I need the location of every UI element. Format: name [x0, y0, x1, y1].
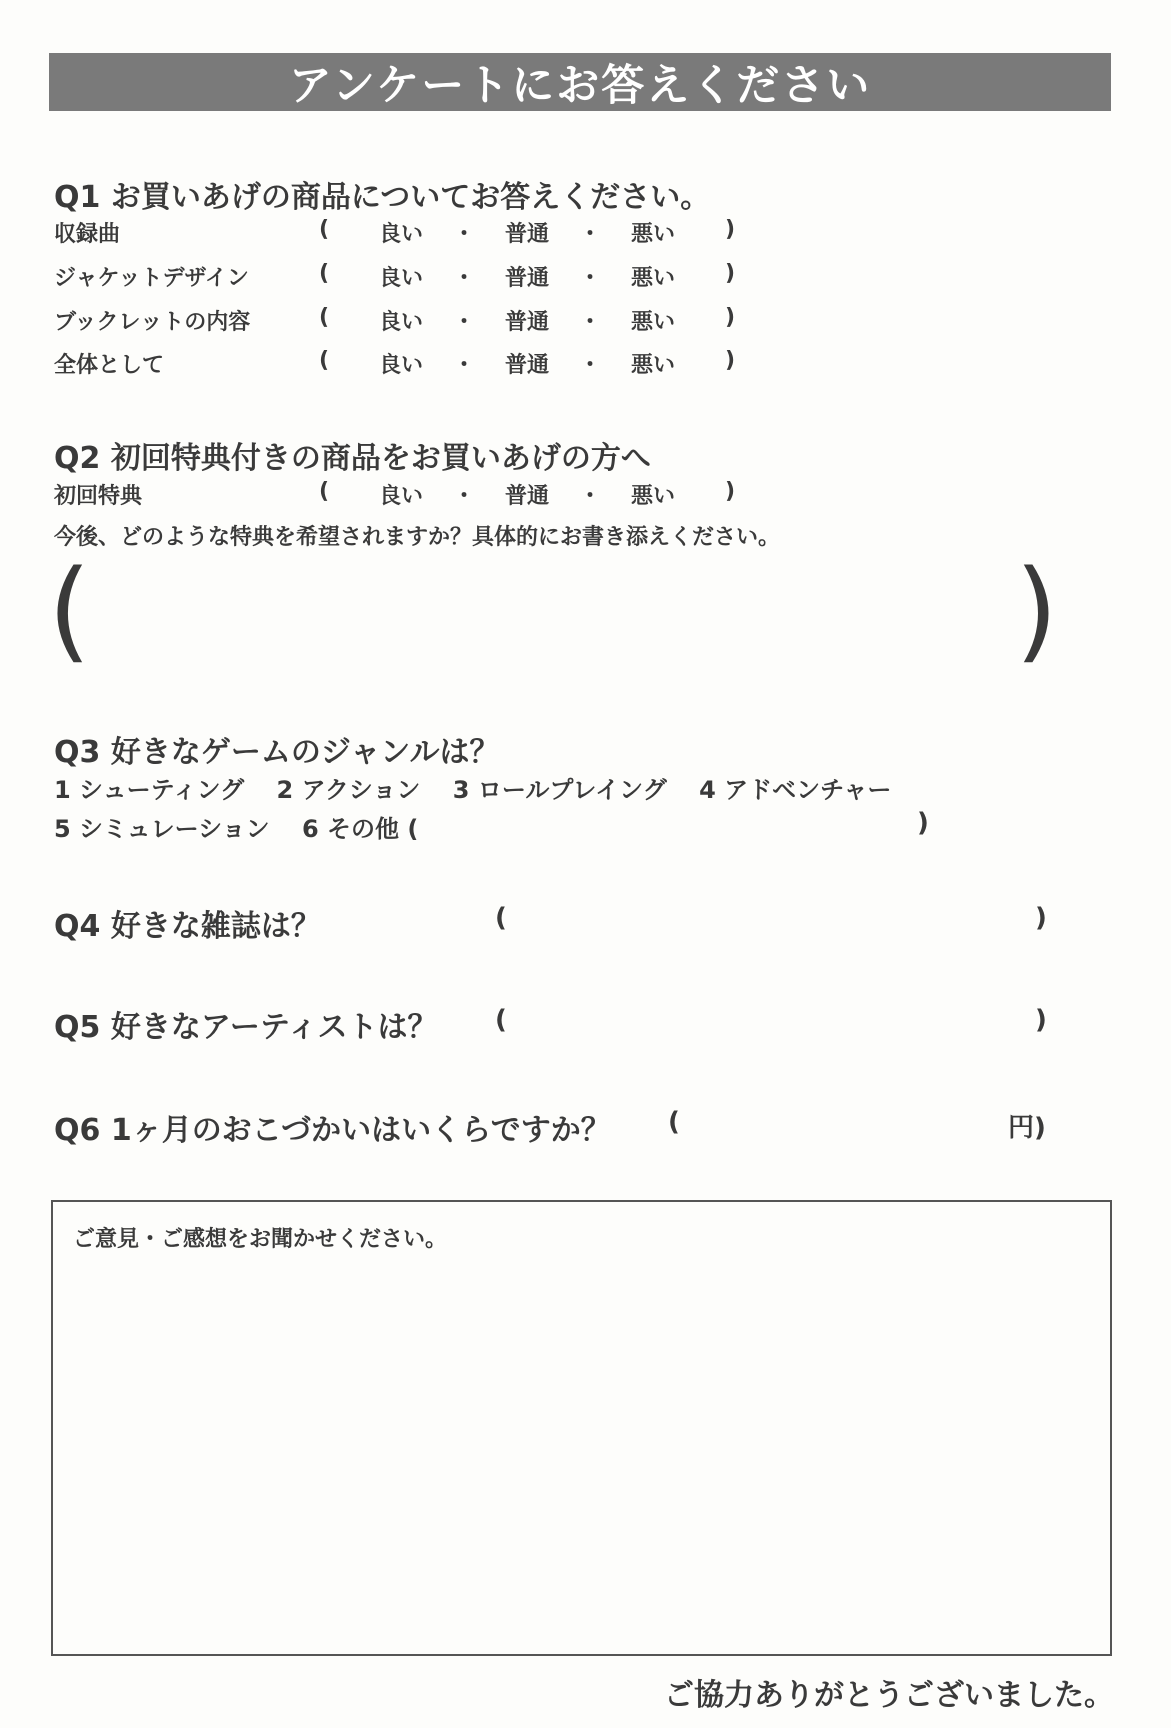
q6-paren-open: ( — [668, 1107, 680, 1137]
q1-row-label: ブックレットの内容 — [54, 310, 251, 335]
rating-separator: ・ — [578, 484, 601, 509]
paren-close: ) — [724, 261, 735, 286]
rating-bad[interactable]: 悪い — [630, 266, 675, 291]
q2-paren-open: ( — [48, 546, 91, 674]
rating-normal[interactable]: 普通 — [504, 484, 549, 509]
q5-paren-open: ( — [495, 1005, 507, 1035]
rating-normal[interactable]: 普通 — [504, 353, 549, 378]
paren-close: ) — [724, 305, 735, 330]
q6-paren-close-yen: 円) — [1008, 1113, 1046, 1143]
q3-options-row1 — [54, 770, 915, 805]
genre-option-other[interactable]: 6 その他 ( — [301, 815, 419, 843]
rating-separator: ・ — [452, 222, 475, 247]
q2-row-label: 初回特典 — [54, 484, 143, 509]
q1-row-label: 全体として — [54, 353, 165, 378]
q4-paren-close: ) — [1035, 903, 1047, 933]
paren-close: ) — [724, 479, 735, 504]
q4-paren-open: ( — [495, 903, 507, 933]
q4-answer-field[interactable] — [520, 900, 1025, 940]
q1-title: Q1 お買いあげの商品についてお答えください。 — [54, 180, 711, 215]
rating-bad[interactable]: 悪い — [630, 310, 675, 335]
q3-title: Q3 好きなゲームのジャンルは？ — [54, 735, 500, 770]
paren-open: ( — [319, 305, 330, 330]
title-banner — [49, 53, 1111, 111]
rating-separator: ・ — [578, 310, 601, 335]
q3-options-row2 — [54, 809, 442, 844]
q5-paren-close: ) — [1035, 1005, 1047, 1035]
rating-separator: ・ — [452, 266, 475, 291]
rating-good[interactable]: 良い — [378, 310, 423, 335]
q1-row-label: ジャケットデザイン — [54, 266, 249, 291]
rating-options — [319, 348, 735, 379]
genre-option[interactable]: 5 シミュレーション — [54, 815, 270, 843]
thanks-text: ご協力ありがとうございました。 — [664, 1678, 1114, 1713]
rating-options — [319, 479, 735, 510]
comments-prompt: ご意見・ご感想をお聞かせください。 — [73, 1227, 448, 1252]
rating-separator: ・ — [452, 353, 475, 378]
paren-open: ( — [319, 217, 330, 242]
paren-open: ( — [319, 261, 330, 286]
page-title: アンケートにお答えください — [288, 60, 872, 111]
q6-title: Q6 1ヶ月のおこづかいはいくらですか？ — [54, 1113, 611, 1148]
rating-options — [319, 305, 735, 336]
q5-title: Q5 好きなアーティストは？ — [54, 1010, 438, 1045]
q2-prompt: 今後、どのような特典を希望されますか？具体的にお書き添えください。 — [54, 525, 781, 550]
rating-bad[interactable]: 悪い — [630, 353, 675, 378]
q2-answer-area[interactable] — [100, 570, 1000, 660]
rating-separator: ・ — [578, 353, 601, 378]
rating-normal[interactable]: 普通 — [504, 222, 549, 247]
q6-answer-field[interactable] — [690, 1104, 1000, 1144]
paren-close: ) — [724, 348, 735, 373]
q2-title: Q2 初回特典付きの商品をお買いあげの方へ — [54, 441, 651, 476]
paren-open: ( — [319, 479, 330, 504]
rating-good[interactable]: 良い — [378, 266, 423, 291]
paren-open: ( — [319, 348, 330, 373]
rating-options — [319, 261, 735, 292]
rating-bad[interactable]: 悪い — [630, 484, 675, 509]
rating-normal[interactable]: 普通 — [504, 310, 549, 335]
genre-option[interactable]: 2 アクション — [276, 776, 421, 804]
rating-separator: ・ — [578, 266, 601, 291]
q3-paren-close: ) — [917, 808, 929, 838]
genre-option[interactable]: 4 アドベンチャー — [699, 776, 892, 804]
rating-good[interactable]: 良い — [378, 222, 423, 247]
genre-option[interactable]: 3 ロールプレイング — [452, 776, 667, 804]
q2-paren-close: ) — [1015, 546, 1058, 674]
comments-box[interactable] — [51, 1200, 1112, 1656]
rating-separator: ・ — [452, 484, 475, 509]
rating-separator: ・ — [452, 310, 475, 335]
q4-title: Q4 好きな雑誌は？ — [54, 909, 321, 944]
rating-options — [319, 217, 735, 248]
rating-good[interactable]: 良い — [378, 484, 423, 509]
q5-answer-field[interactable] — [520, 1002, 1025, 1042]
genre-option[interactable]: 1 シューティング — [54, 776, 245, 804]
q1-row-label: 収録曲 — [54, 222, 121, 247]
rating-normal[interactable]: 普通 — [504, 266, 549, 291]
rating-bad[interactable]: 悪い — [630, 222, 675, 247]
rating-good[interactable]: 良い — [378, 353, 423, 378]
rating-separator: ・ — [578, 222, 601, 247]
paren-close: ) — [724, 217, 735, 242]
